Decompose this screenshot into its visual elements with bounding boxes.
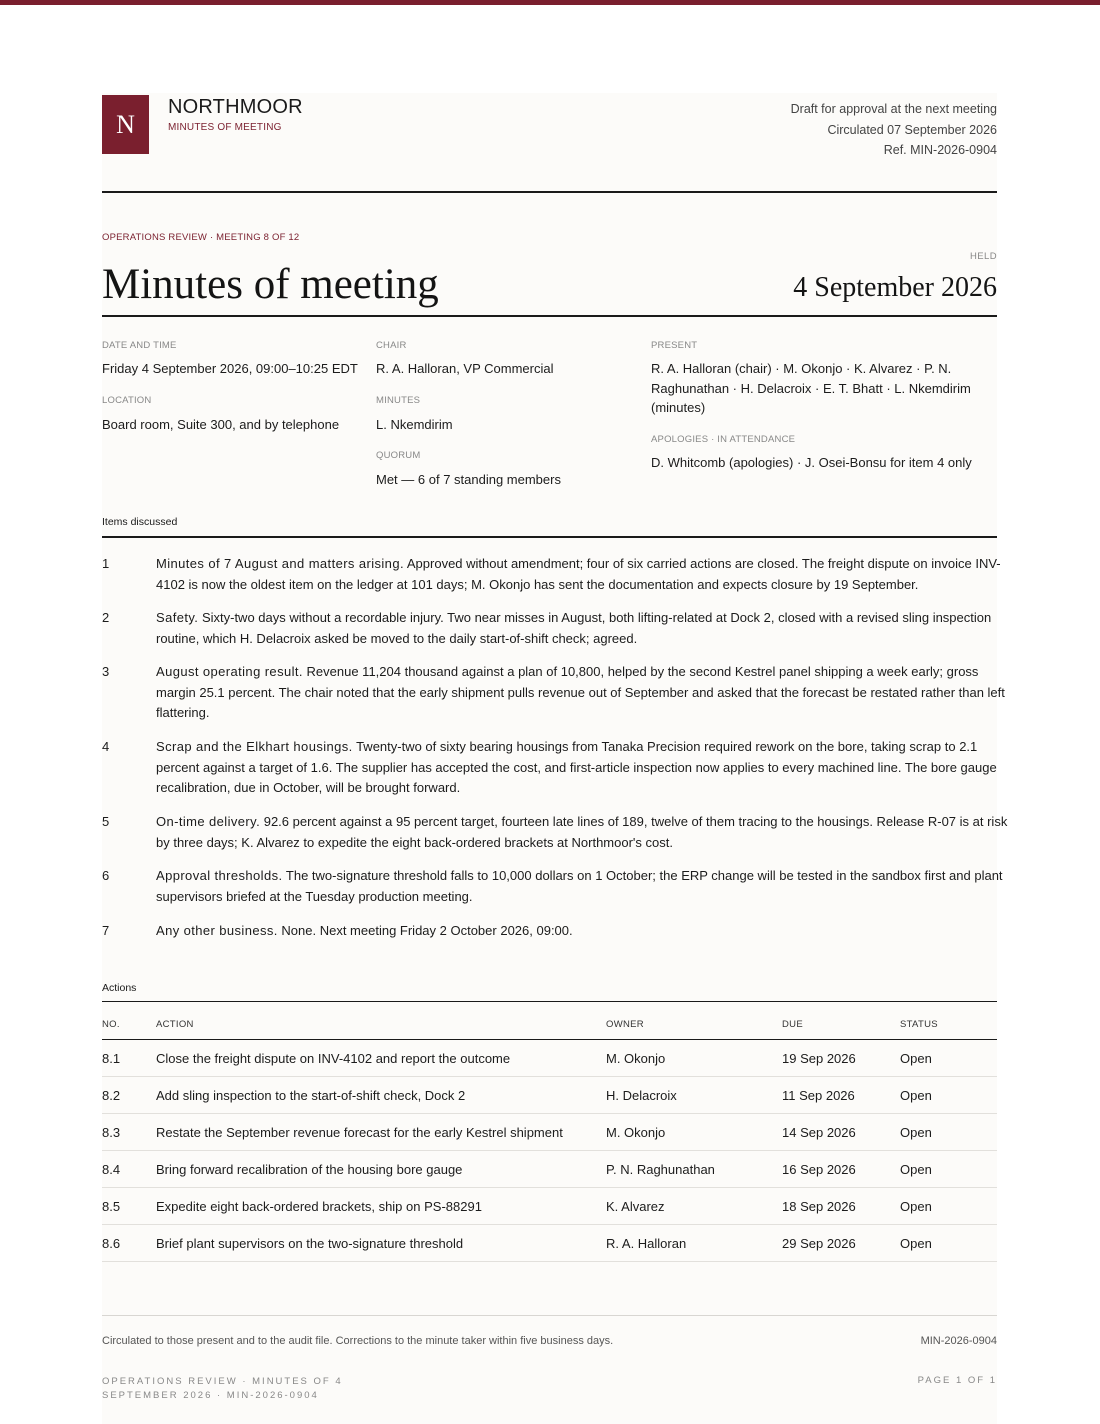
table-row xyxy=(102,1114,997,1151)
item-heading: Minutes of 7 August and matters arising. xyxy=(156,556,404,571)
action-due-date: 19 Sep 2026 xyxy=(782,1051,856,1066)
location-label: LOCATION xyxy=(102,395,152,406)
action-due-date: 14 Sep 2026 xyxy=(782,1125,856,1140)
item-heading: Any other business. xyxy=(156,923,278,938)
action-due-date: 11 Sep 2026 xyxy=(782,1088,855,1103)
item-number: 4 xyxy=(102,739,110,754)
action-description: Bring forward recalibration of the housing bore gauge xyxy=(156,1162,463,1177)
item-heading: August operating result. xyxy=(156,664,303,679)
action-number: 8.4 xyxy=(102,1162,121,1177)
column-header-action: ACTION xyxy=(156,1019,194,1030)
action-description: Restate the September revenue forecast for the early Kestrel shipment xyxy=(156,1125,563,1140)
present-label: PRESENT xyxy=(651,340,698,351)
items-divider xyxy=(102,536,997,538)
actions-heading: Actions xyxy=(102,982,137,994)
action-due-date: 16 Sep 2026 xyxy=(782,1162,856,1177)
item-heading: On-time delivery. xyxy=(156,814,261,829)
items-heading: Items discussed xyxy=(102,516,178,528)
item-heading: Safety. xyxy=(156,610,199,625)
item-number: 3 xyxy=(102,664,110,679)
item-number: 5 xyxy=(102,814,110,829)
item-heading: Approval thresholds. xyxy=(156,868,283,883)
circulated-date: Circulated 07 September 2026 xyxy=(827,122,997,137)
letterhead xyxy=(102,95,997,193)
item-body xyxy=(156,866,1012,907)
action-description: Close the freight dispute on INV-4102 and report the outcome xyxy=(156,1051,511,1066)
action-owner: R. A. Halloran xyxy=(606,1236,687,1251)
chair-value: R. A. Halloran, VP Commercial xyxy=(376,361,554,376)
item-body xyxy=(156,554,1012,595)
item-text: Sixty-two days without a recordable injury. Two near misses in August, both lifting-related at Dock 2, closed with a revised sling inspection routine, which H. Delacroix asked be moved to the daily start-of-shift check; agreed. xyxy=(156,610,992,646)
page-title: Minutes of meeting xyxy=(102,261,439,308)
meeting-series-label: OPERATIONS REVIEW · MEETING 8 OF 12 xyxy=(102,232,300,243)
action-due-date: 29 Sep 2026 xyxy=(782,1236,856,1251)
minutes-label: MINUTES xyxy=(376,395,421,406)
running-footer: OPERATIONS REVIEW · MINUTES OF 4 SEPTEMBER 2026 · MIN-2026-0904 xyxy=(102,1376,343,1401)
item-text: None. Next meeting Friday 2 October 2026, 09:00. xyxy=(281,923,573,938)
item-number: 1 xyxy=(102,556,110,571)
item-heading: Scrap and the Elkhart housings. xyxy=(156,739,353,754)
action-number: 8.5 xyxy=(102,1199,121,1214)
action-description: Add sling inspection to the start-of-shift check, Dock 2 xyxy=(156,1088,466,1103)
apologies-label: APOLOGIES · IN ATTENDANCE xyxy=(651,434,796,445)
action-owner: M. Okonjo xyxy=(606,1051,666,1066)
column-header-status: STATUS xyxy=(900,1019,938,1030)
action-status: Open xyxy=(900,1051,932,1066)
item-number: 2 xyxy=(102,610,110,625)
minutes-taker-value: L. Nkemdirim xyxy=(376,417,453,432)
date-time-value: Friday 4 September 2026, 09:00–10:25 EDT xyxy=(102,361,358,376)
column-header-owner: OWNER xyxy=(606,1019,644,1030)
table-row xyxy=(102,1188,997,1225)
approval-note: Draft for approval at the next meeting xyxy=(790,102,997,116)
item-number: 6 xyxy=(102,868,110,883)
item-text: 92.6 percent against a 95 percent target, fourteen late lines of 189, twelve of them tracing to the housings. Release R-07 is at risk by three days; K. Alvarez to expedite the eight back-ordered brackets at Northmoor's cost. xyxy=(156,814,1008,850)
action-status: Open xyxy=(900,1199,932,1214)
item-number: 7 xyxy=(102,923,110,938)
action-status: Open xyxy=(900,1125,932,1140)
action-status: Open xyxy=(900,1088,932,1103)
document-meta xyxy=(791,99,997,161)
held-label: HELD xyxy=(970,251,997,262)
footer-divider xyxy=(102,1315,997,1316)
item-body xyxy=(156,812,1012,853)
action-number: 8.1 xyxy=(102,1051,121,1066)
action-status: Open xyxy=(900,1236,932,1251)
table-row xyxy=(102,1151,997,1188)
action-status: Open xyxy=(900,1162,932,1177)
action-number: 8.3 xyxy=(102,1125,121,1140)
item-text: The two-signature threshold falls to 10,000 dollars on 1 October; the ERP change will be tested in the sandbox first and plant supervisors briefed at the Tuesday production meeting. xyxy=(156,868,1003,904)
top-accent-bar xyxy=(0,0,1100,5)
quorum-value: Met — 6 of 7 standing members xyxy=(376,472,561,487)
item-text: Twenty-two of sixty bearing housings from Tanaka Precision required rework on the bore, taking scrap to 2.1 percent against a target of 1.6. The supplier has accepted the cost, and first-article inspection now applies to every machined line. The bore gauge recalibration, due in October, will be brought forward. xyxy=(156,739,997,795)
action-number: 8.2 xyxy=(102,1088,121,1103)
chair-label: CHAIR xyxy=(376,340,407,351)
column-header-due: DUE xyxy=(782,1019,803,1030)
action-number: 8.6 xyxy=(102,1236,121,1251)
org-name: NORTHMOOR xyxy=(168,96,303,118)
logo-mark: N xyxy=(102,95,149,154)
action-owner: K. Alvarez xyxy=(606,1199,665,1214)
item-text: Approved without amendment; four of six carried actions are closed. The freight dispute on invoice INV-4102 is now the oldest item on the ledger at 101 days; M. Okonjo has sent the documentation and expects closure by 19 September. xyxy=(156,556,1001,592)
held-date: 4 September 2026 xyxy=(793,272,997,303)
table-row xyxy=(102,1077,997,1114)
page-number: PAGE 1 OF 1 xyxy=(917,1375,997,1386)
reference-number: Ref. MIN-2026-0904 xyxy=(883,143,997,157)
action-owner: M. Okonjo xyxy=(606,1125,666,1140)
actions-divider xyxy=(102,1001,997,1002)
quorum-label: QUORUM xyxy=(376,450,421,461)
date-time-label: DATE AND TIME xyxy=(102,340,177,351)
org-subtitle: MINUTES OF MEETING xyxy=(168,122,282,133)
item-body xyxy=(156,737,1012,799)
column-header-no: NO. xyxy=(102,1019,120,1030)
circulation-note: Circulated to those present and to the audit file. Corrections to the minute taker within five business days. xyxy=(102,1335,614,1347)
present-value: R. A. Halloran (chair) · M. Okonjo · K. Alvarez · P. N. Raghunathan · H. Delacroix · E. T. Bhatt · L. Nkemdirim (minutes) xyxy=(651,361,971,415)
action-owner: P. N. Raghunathan xyxy=(606,1162,715,1177)
action-owner: H. Delacroix xyxy=(606,1088,677,1103)
action-description: Expedite eight back-ordered brackets, ship on PS-88291 xyxy=(156,1199,482,1214)
footer-reference: MIN-2026-0904 xyxy=(920,1335,997,1347)
item-body xyxy=(156,608,1012,649)
table-row xyxy=(102,1225,997,1262)
title-divider xyxy=(102,315,997,317)
action-description: Brief plant supervisors on the two-signature threshold xyxy=(156,1236,464,1251)
item-text: Revenue 11,204 thousand against a plan of 10,800, helped by the second Kestrel panel shipping a week early; gross margin 25.1 percent. The chair noted that the early shipment pulls revenue out of September and asked that the forecast be restated rather than left flattering. xyxy=(156,664,1005,720)
location-value: Board room, Suite 300, and by telephone xyxy=(102,417,340,432)
table-row xyxy=(102,1040,997,1077)
item-body xyxy=(156,921,1012,942)
item-body xyxy=(156,662,1012,724)
apologies-value: D. Whitcomb (apologies) · J. Osei-Bonsu for item 4 only xyxy=(651,455,972,470)
action-due-date: 18 Sep 2026 xyxy=(782,1199,856,1214)
